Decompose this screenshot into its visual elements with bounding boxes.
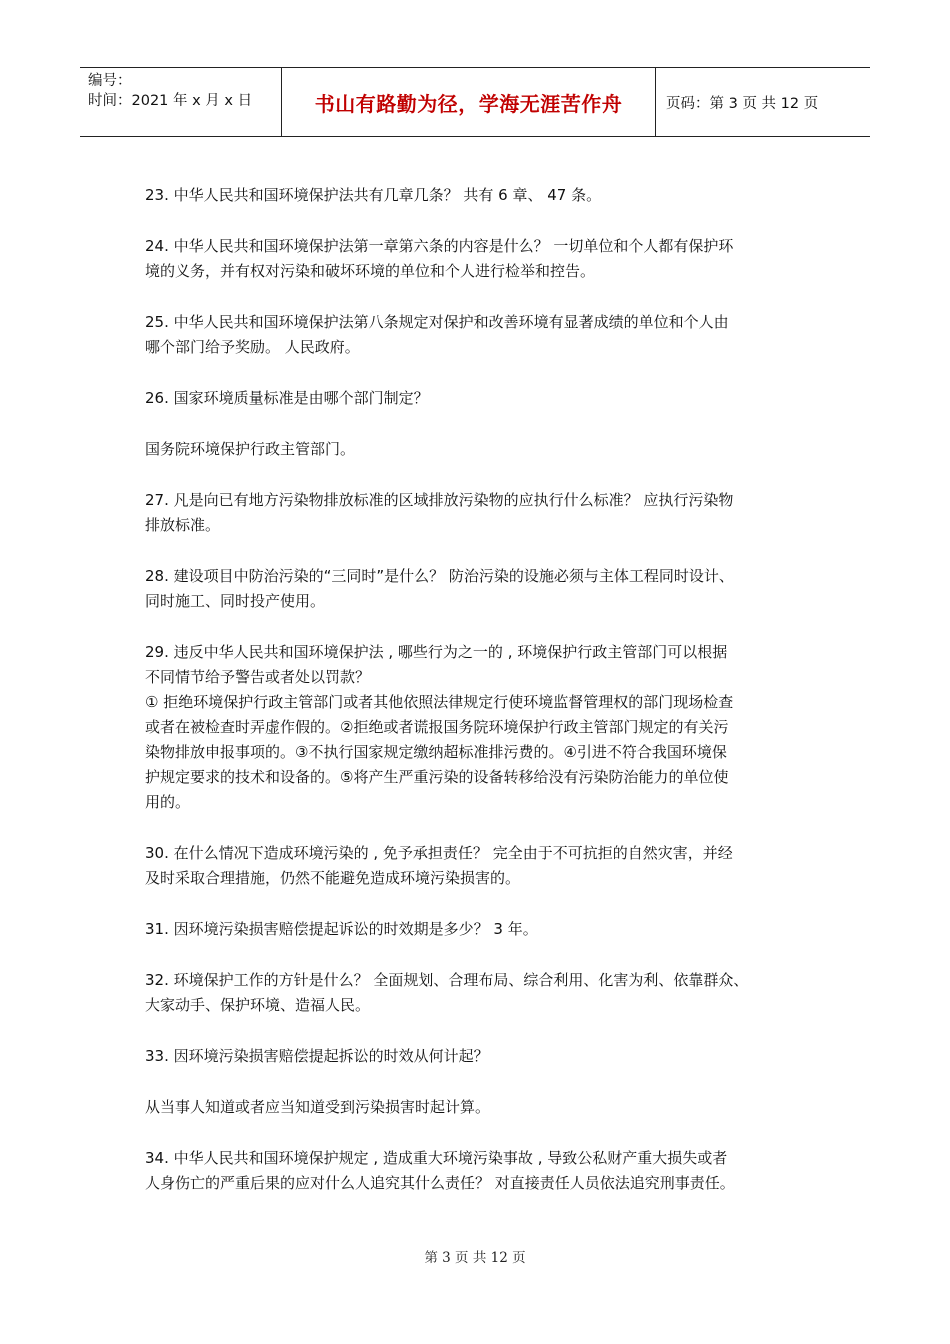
text-line: 30. 在什么情况下造成环境污染的 , 免予承担责任？ 完全由于不可抗拒的自然灾害，并经 — [145, 844, 733, 862]
text-line: 国务院环境保护行政主管部门。 — [145, 440, 356, 458]
question-paragraph — [145, 310, 825, 360]
page-footer: 第 3 页 共 12 页 — [424, 1250, 526, 1266]
text-line: ① 拒绝环境保护行政主管部门或者其他依照法律规定行使环境监督管理权的部门现场检查 — [145, 693, 734, 711]
question-paragraph — [145, 488, 825, 538]
text-line: 23. 中华人民共和国环境保护法共有几章几条？ 共有 6 章、 47 条。 — [145, 186, 602, 204]
document-date: 时间：2021 年 x 月 x 日 — [88, 93, 253, 109]
text-line: 31. 因环境污染损害赔偿提起诉讼的时效期是多少？ 3 年。 — [145, 920, 538, 938]
text-line: 或者在被检查时弄虚作假的。②拒绝或者谎报国务院环境保护行政主管部门规定的有关污 — [145, 718, 729, 736]
question-paragraph — [145, 437, 825, 462]
document-number-label: 编号： — [88, 73, 132, 89]
question-paragraph — [145, 917, 825, 942]
text-line: 28. 建设项目中防治污染的“三同时”是什么？ 防治污染的设施必须与主体工程同时设计、 — [145, 567, 734, 585]
question-paragraph — [145, 1146, 825, 1196]
text-line: 24. 中华人民共和国环境保护法第一章第六条的内容是什么？ 一切单位和个人都有保护环 — [145, 237, 734, 255]
text-line: 27. 凡是向已有地方污染物排放标准的区域排放污染物的应执行什么标准？ 应执行污染物 — [145, 491, 734, 509]
text-line: 34. 中华人民共和国环境保护规定 , 造成重大环境污染事故 , 导致公私财产重大损失或者 — [145, 1149, 728, 1167]
question-paragraph — [145, 841, 825, 891]
text-line: 境的义务，并有权对污染和破坏环境的单位和个人进行检举和控告。 — [145, 262, 596, 280]
text-line: 护规定要求的技术和设备的。⑤将产生严重污染的设备转移给没有污染防治能力的单位使 — [145, 768, 729, 786]
text-line: 从当事人知道或者应当知道受到污染损害时起计算。 — [145, 1098, 491, 1116]
question-paragraph — [145, 183, 825, 208]
text-line: 用的。 — [145, 793, 191, 811]
text-line: 不同情节给予警告或者处以罚款？ — [145, 668, 371, 686]
text-line: 25. 中华人民共和国环境保护法第八条规定对保护和改善环境有显著成绩的单位和个人由 — [145, 313, 729, 331]
text-line: 排放标准。 — [145, 516, 221, 534]
question-paragraph — [145, 564, 825, 614]
document-body — [145, 183, 825, 1222]
text-line: 32. 环境保护工作的方针是什么？ 全面规划、合理布局、综合利用、化害为利、依靠群众、 — [145, 971, 749, 989]
text-line: 人身伤亡的严重后果的应对什么人追究其什么责任？ 对直接责任人员依法追究刑事责任。 — [145, 1174, 735, 1192]
question-paragraph — [145, 1095, 825, 1120]
text-line: 29. 违反中华人民共和国环境保护法 , 哪些行为之一的 , 环境保护行政主管部门可以根据 — [145, 643, 728, 661]
text-line: 33. 因环境污染损害赔偿提起拆讼的时效从何计起？ — [145, 1047, 489, 1065]
question-paragraph — [145, 640, 825, 815]
question-paragraph — [145, 234, 825, 284]
text-line: 26. 国家环境质量标准是由哪个部门制定？ — [145, 389, 429, 407]
header-page-info: 页码：第 3 页 共 12 页 — [666, 95, 819, 112]
text-line: 及时采取合理措施，仍然不能避免造成环境污染损害的。 — [145, 869, 521, 887]
document-header — [80, 67, 870, 137]
text-line: 大家动手、保护环境、造福人民。 — [145, 996, 371, 1014]
question-paragraph — [145, 386, 825, 411]
text-line: 染物排放申报事项的。③不执行国家规定缴纳超标准排污费的。④引进不符合我国环境保 — [145, 743, 727, 761]
text-line: 哪个部门给予奖励。 人民政府。 — [145, 338, 360, 356]
text-line: 同时施工、同时投产使用。 — [145, 592, 326, 610]
question-paragraph — [145, 968, 825, 1018]
header-motto: 书山有路勤为径，学海无涯苦作舟 — [282, 68, 656, 136]
question-paragraph — [145, 1044, 825, 1069]
header-meta-cell — [80, 68, 282, 136]
